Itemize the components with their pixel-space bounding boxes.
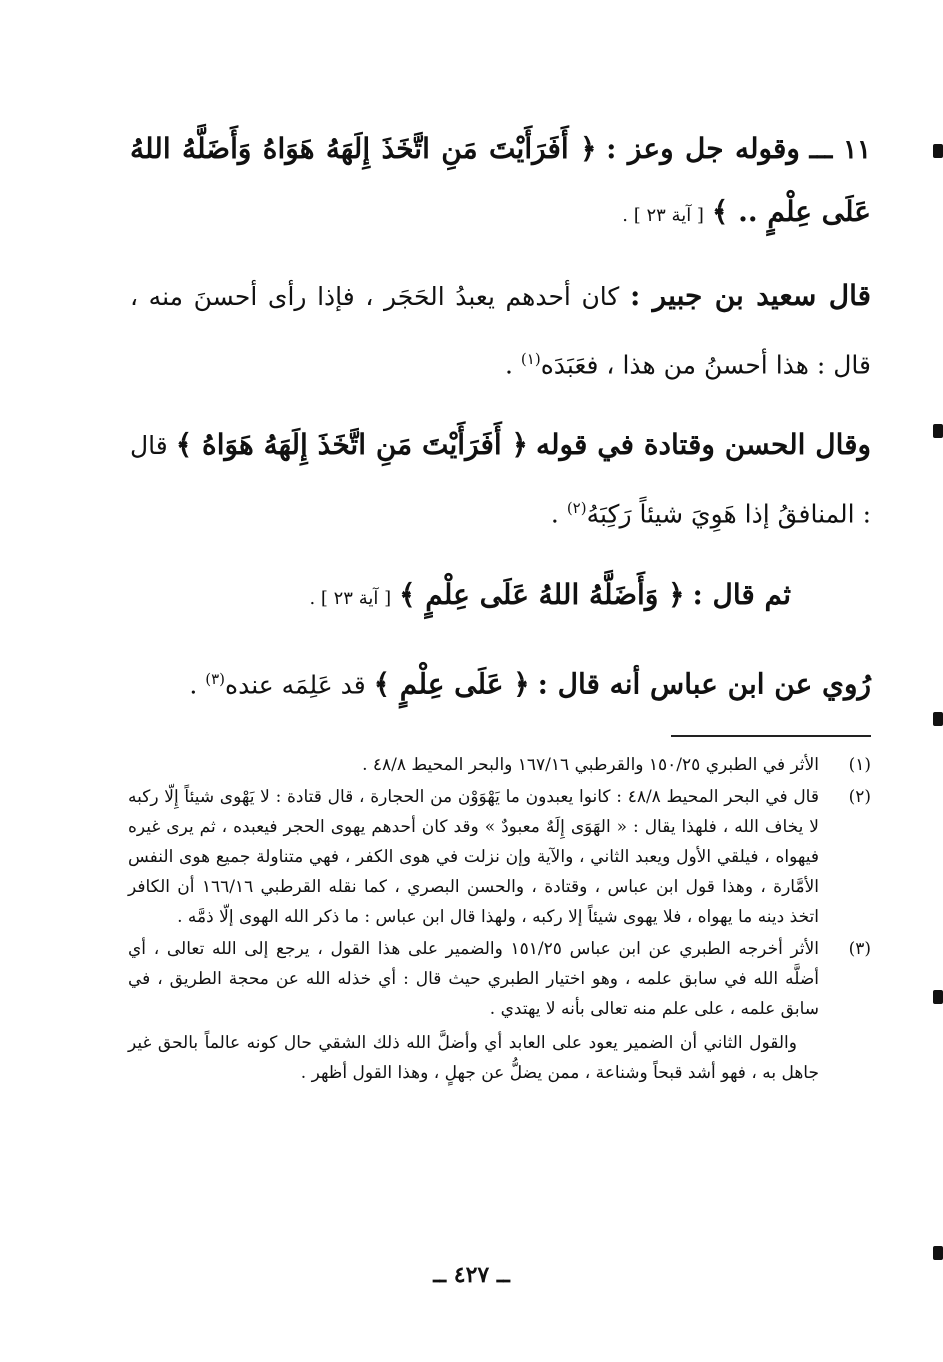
footnote-number: (٢): [848, 787, 871, 807]
footnote-text: الأثر أخرجه الطبري عن ابن عباس ١٥١/٢٥ والضمير على هذا القول ، يرجع إلى الله تعالى ، أي أضلَّه الله في سابق علمه ، وهو اختيار الطبري حيث قال : أي خذله الله عن محجة الطريق ، في سابق علمه ، على علم منه تعالى بأنه لا يهتدي .: [128, 939, 819, 1019]
paragraph-saeed: [130, 265, 871, 396]
paragraph-text: قال : المنافقُ إذا هَوِيَ شيئاً رَكِبَهُ: [130, 431, 871, 529]
paragraph-ibn-abbas: [130, 648, 871, 716]
quran-verse: ﴿ أَفَرَأَيْتَ مَنِ اتَّخَذَ إِلَهَهُ هَوَاهُ ﴾: [175, 428, 528, 462]
footnote-text: قال في البحر المحيط ٤٨/٨ : كانوا يعبدون ما يَهْوَوْن من الحجارة ، قال قتادة : لا يَهْوى شيئاً إِلّا ركبه لا يخاف الله ، فلهذا يقال : « الهَوَى إِلَهٌ معبودٌ » وقد كان أحدهم يهوى الحجر فيعبده ، ثم يرى غيره فيهواه ، فيلقي الأول ويعبد الثاني ، والآية وإن نزلت في هوى الكفر ، فهي متناولة جميع هوى النفس الأمَّارة ، وهذا قول ابن عباس ، وقتادة ، والحسن البصري ، كما نقله القرطبي ١٦٦/١٦ أن الكافر اتخذ دينه ما يهواه ، فلا يهوى شيئاً إلا ركبه ، ولهذا قال ابن عباس : ما ذكر الله الهوى إلّا ذمَّه .: [128, 787, 819, 927]
footnote-text-continued: والقول الثاني أن الضمير يعود على العابد أي وأضلَّ الله ذلك الشقي حال كونه عالماً بالحق غير جاهل به ، فهو أشد قبحاً وشناعة ، ممن يضلُّ عن جهلٍ ، وهذا القول أظهر .: [128, 1033, 819, 1083]
paragraph-end: .: [505, 350, 521, 380]
main-text: [130, 118, 871, 734]
page-number: ــ ٤٢٧ ــ: [433, 1262, 510, 1288]
margin-mark-2: [933, 424, 943, 438]
footnote-ref-1[interactable]: (١): [520, 350, 541, 368]
paragraph-11: [130, 118, 871, 247]
paragraph-intro: رُوي عن ابن عباس أنه قال :: [537, 666, 871, 700]
paragraph-end: .: [550, 499, 567, 529]
footnote-number: (١): [848, 755, 871, 775]
margin-mark-4: [933, 990, 943, 1004]
paragraph-text: قد عَلِمَه عنده: [225, 669, 366, 699]
footnote-text: الأثر في الطبري ١٥٠/٢٥ والقرطبي ١٦٧/١٦ والبحر المحيط ٤٨/٨ .: [362, 755, 819, 775]
paragraph-end: .: [189, 669, 206, 699]
speaker-name: قال سعيد بن جبير :: [629, 279, 872, 312]
footnote-number: (٣): [848, 939, 871, 959]
margin-mark-1: [933, 144, 943, 158]
footnote-ref-3[interactable]: (٣): [205, 669, 225, 688]
paragraph-intro: ثم قال :: [692, 577, 791, 611]
footnote-3: [128, 934, 871, 1088]
quran-verse: ﴿ عَلَى عِلْمٍ ﴾: [373, 666, 530, 700]
footnotes: [128, 750, 871, 1090]
verse-reference: [ آية ٢٣ ] .: [622, 205, 704, 226]
footnote-ref-2[interactable]: (٢): [566, 499, 587, 518]
verse-reference: [ آية ٢٣ ] .: [309, 587, 392, 609]
paragraph-text: كان أحدهم يعبدُ الحَجَر ، فإذا رأى أحسنَ منه ، قال : هذا أحسنُ من هذا ، فعَبَدَه: [130, 282, 871, 380]
quran-verse: ﴿ وَأَضَلَّهُ اللهُ عَلَى عِلْمٍ ﴾: [399, 577, 685, 611]
paragraph-hasan: [130, 414, 871, 545]
speaker-name: وقال الحسن وقتادة في قوله: [536, 428, 872, 462]
paragraph-intro: وقوله جل وعز :: [606, 132, 800, 165]
quran-verse: ﴿ أَفَرَأَيْتَ مَنِ اتَّخَذَ إِلَهَهُ هَوَاهُ وَأَضَلَّهُ اللهُ عَلَى عِلْمٍ .. ﴾: [130, 132, 871, 228]
margin-mark-5: [933, 1246, 943, 1260]
item-number: ١١ ـــ: [809, 135, 871, 165]
footnote-1: [128, 750, 871, 780]
margin-mark-3: [933, 712, 943, 726]
footnote-2: [128, 782, 871, 932]
paragraph-thumma: [130, 564, 871, 630]
footnote-separator: [671, 735, 871, 737]
